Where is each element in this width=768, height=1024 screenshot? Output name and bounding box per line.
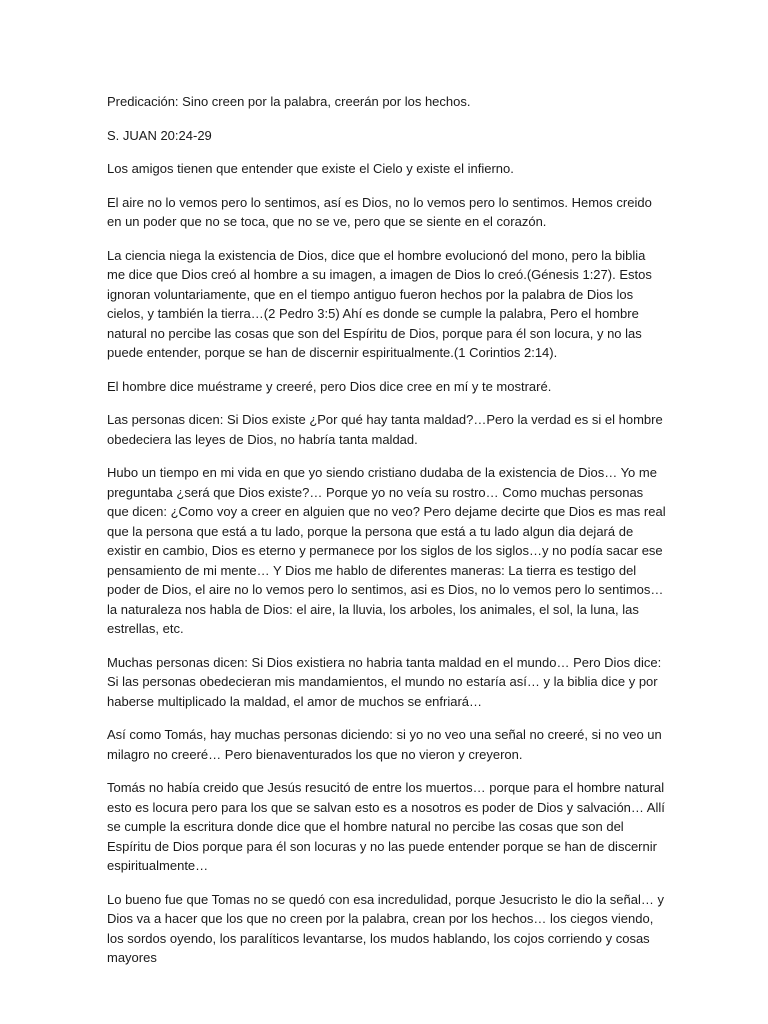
paragraph: La ciencia niega la existencia de Dios, dice que el hombre evolucionó del mono, pero la biblia me dice que Dios creó al hombre a su imagen, a imagen de Dios lo creó.(Génesis 1:27). Estos ignoran voluntariamente, que en el tiempo antiguo fueron hechos por la palabra de Dios los cielos, y también la tierra…(2 Pedro 3:5) Ahí es donde se cumple la palabra, Pero el hombre natural no percibe las cosas que son del Espíritu de Dios, porque para él son locura, y no las puede entender, porque se han de discernir espiritualmente.(1 Corintios 2:14). (107, 247, 652, 360)
paragraph: Hubo un tiempo en mi vida en que yo siendo cristiano dudaba de la existencia de Dios… Yo me preguntaba ¿será que Dios existe?… Porque yo no veía su rostro… Como muchas personas que dicen: ¿Como voy a creer en alguien que no veo? Pero dejame decirte que Dios es mas real que la persona que está a tu lado, porque la persona que está a tu lado algun dia dejará de existir en cambio, Dios es eterno y permanece por los siglos de los siglos…y no podía sacar ese pensamiento de mi mente… Y Dios me hablo de diferentes maneras: La tierra es testigo del poder de Dios, el aire no lo vemos pero lo sentimos, asi es Dios, no lo vemos pero lo sentimos… la naturaleza nos habla de Dios: el aire, la lluvia, los arboles, los animales, el sol, la luna, las estrellas, etc. (107, 465, 666, 636)
paragraph: El hombre dice muéstrame y creeré, pero Dios dice cree en mí y te mostraré. (107, 378, 552, 394)
paragraph: El aire no lo vemos pero lo sentimos, así es Dios, no lo vemos pero lo sentimos. Hemos creido en un poder que no se toca, que no se ve, pero que se siente en el corazón. (107, 194, 652, 229)
paragraph: Muchas personas dicen: Si Dios existiera no habria tanta maldad en el mundo… Pero Dios dice: Si las personas obedecieran mis mandamientos, el mundo no estaría así… y la biblia dice y por haberse multiplicado la maldad, el amor de muchos se enfriará… (107, 654, 662, 709)
paragraph: Los amigos tienen que entender que existe el Cielo y existe el infierno. (107, 161, 514, 176)
paragraph: Lo bueno fue que Tomas no se quedó con esa incredulidad, porque Jesucristo le dio la señal… y Dios va a hacer que los que no creen por la palabra, crean por los hechos… los ciegos viendo, los sordos oyendo, los paralíticos levantarse, los mudos hablando, los cojos corriendo y cosas mayores (107, 891, 664, 965)
paragraph: Las personas dicen: Si Dios existe ¿Por qué hay tanta maldad?…Pero la verdad es si el hombre obedeciera las leyes de Dios, no habría tanta maldad. (107, 412, 663, 447)
document-title: Predicación: Sino creen por la palabra, creerán por los hechos. (107, 94, 471, 109)
document-body (107, 92, 667, 982)
paragraph: Así como Tomás, hay muchas personas diciendo: si yo no veo una señal no creeré, si no veo un milagro no creeré… Pero bienaventurados los que no vieron y creyeron. (107, 727, 662, 762)
paragraph: Tomás no había creido que Jesús resucitó de entre los muertos… porque para el hombre natural esto es locura pero para los que se salvan esto es a nosotros es poder de Dios y salvación… Allí se cumple la escritura donde dice que el hombre natural no percibe las cosas que son del Espíritu de Dios porque para él son locuras y no las puede entender porque se han de discernir espiritualmente… (107, 780, 665, 873)
scripture-reference: S. JUAN 20:24-29 (107, 127, 212, 143)
